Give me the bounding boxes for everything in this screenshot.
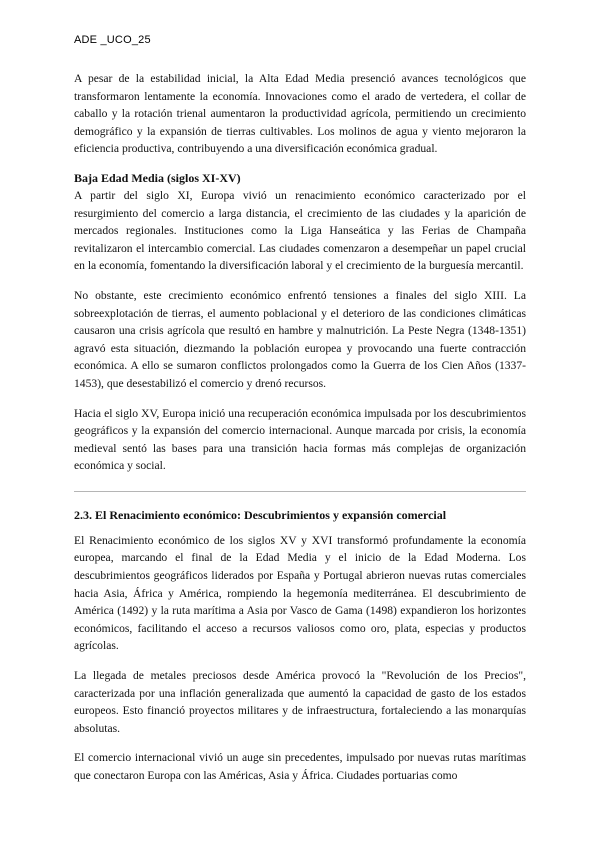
section-heading-renacimiento: 2.3. El Renacimiento económico: Descubrimientos y expansión comercial bbox=[74, 507, 447, 522]
paragraph-recuperacion-siglo-xv: Hacia el siglo XV, Europa inició una recuperación económica impulsada por los descubrimientos geográficos y la expansión del comercio internacional. Aunque marcada por crisis, la economía medieval sentó las bases para una transición hacia formas más complejas de organización económica y social. bbox=[74, 406, 526, 473]
page-content bbox=[74, 70, 526, 785]
paragraph-revolucion-precios: La llegada de metales preciosos desde América provocó la "Revolución de los Precios", caracterizada por una inflación generalizada que aumentó la capacidad de gasto de los estados europeos. Esto financió proyectos militares y de infraestructura, fortaleciendo a las monarquías absolutas. bbox=[74, 669, 526, 735]
paragraph-alta-edad-media: A pesar de la estabilidad inicial, la Alta Edad Media presenció avances tecnológicos que transformaron lentamente la economía. Innovaciones como el arado de vertedera, el collar de caballo y la rotación trienal aumentaron la productividad agrícola, permitiendo un crecimiento demográfico y la expansión de tierras cultivables. Los molinos de agua y viento mejoraron la eficiencia productiva, contribuyendo a una diversificación económica gradual. bbox=[74, 72, 526, 156]
section-divider bbox=[74, 491, 526, 492]
paragraph-comercio-internacional: El comercio internacional vivió un auge sin precedentes, impulsado por nuevas rutas marítimas que conectaron Europa con las Américas, Asia y África. Ciudades portuarias como bbox=[74, 751, 526, 782]
paragraph-renacimiento-siglo-xi: A partir del siglo XI, Europa vivió un renacimiento económico caracterizado por el resurgimiento del comercio a larga distancia, el crecimiento de las ciudades y la aparición de mercados regionales. Instituciones como la Liga Hanseática y las Ferias de Champaña revitalizaron el intercambio comercial. Las ciudades comenzaron a desempeñar un papel crucial en la economía, fomentando la diversificación laboral y el crecimiento de la burguesía mercantil. bbox=[74, 188, 526, 273]
paragraph-crisis-siglo-xiii: No obstante, este crecimiento económico enfrentó tensiones a finales del siglo XIII. La sobreexplotación de tierras, el aumento poblacional y el deterioro de las condiciones climáticas causaron una crisis agrícola que resultó en hambre y malnutrición. La Peste Negra (1348-1351) agravó esta situación, diezmando la población europea y provocando una fuerte contracción económica. A ello se sumaron conflictos prolongados como la Guerra de los Cien Años (1337-1453), que desestabilizó el comercio y drenó recursos. bbox=[74, 288, 526, 390]
subheading-baja-edad-media: Baja Edad Media (siglos XI-XV) bbox=[74, 170, 241, 185]
paragraph-descubrimientos: El Renacimiento económico de los siglos XV y XVI transformó profundamente la economía europea, marcando el final de la Edad Media y el inicio de la Edad Moderna. Los descubrimientos geográficos liderados por España y Portugal abrieron nuevas rutas comerciales hacia Asia, África y América, rompiendo la hegemonía mediterránea. El descubrimiento de América (1492) y la ruta marítima a Asia por Vasco de Gama (1498) expandieron los horizontes económicos, facilitando el acceso a recursos valiosos como oro, plata, especias y productos agrícolas. bbox=[74, 533, 526, 653]
page-header: ADE _UCO_25 bbox=[74, 34, 151, 46]
